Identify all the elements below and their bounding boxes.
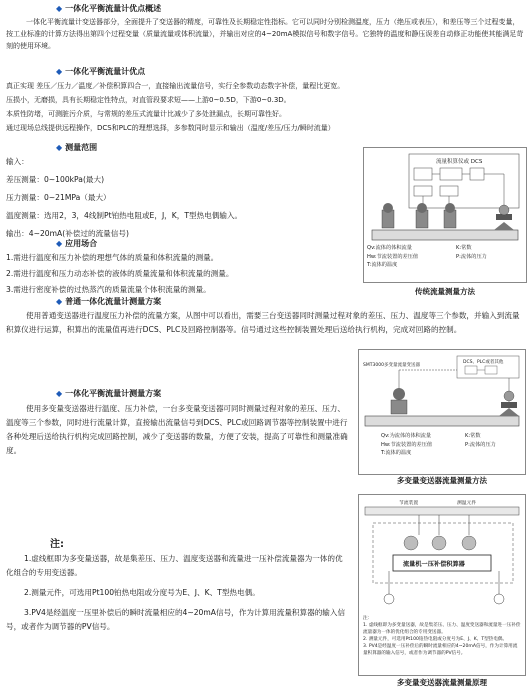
sec2-line: 通过现场总线提供远程操作，DCS和PLC的理想选择，多参数同时显示和输出（温度/差压/压力/瞬时流量） [6,124,335,132]
bullet-icon: ◆ [56,297,63,306]
legend-text: K:常数 [465,433,481,439]
fig1-caption: 传统流量测量方法 [415,287,475,296]
sec5-body: 使用普通变送器进行温度压力补偿的流量方案，从图中可以看出，需要三台变送器同时测量过程对象的差压、压力、温度等三个参数，并输入到流量积算仪进行运算，积算出的流量值再进行DCS、PLC及回路控制器等。信号通过这些控制装置处理后送给执行机构，完成对回路的控制。 [6,311,520,334]
fig2-legend-left [381,432,463,458]
bullet-icon: ◆ [56,4,63,13]
diagram-header-text: 流量积算仪或 DCS [436,159,483,165]
sec2-line: 压损小，无磨损，具有长期稳定性特点，对直管段要求短——上游0~0.5D，下游0~0.3D。 [6,96,291,104]
sec2-title: ◆ 一体化平衡流量计优点 [56,67,146,76]
sec3-line: 压力测量：0~21MPa（最大） [6,193,111,202]
legend-text: Hw:节流装置的差压值 [381,441,433,448]
fig3-footer-line: 1. 虚线框即为多变量送器，故是集差压、压力、温度变送器和流量进一压补偿流量器为一体的优化组合的专用变送器。 [363,623,521,635]
legend-text: P:流体的压力 [465,441,496,448]
fig3-caption: 多变量变送器流量测量原理 [397,678,487,687]
note-item: 1.虚线框即为多变量送器，故是集差压、压力、温度变送器和流量进一压补偿流量器为一体的优化组合的专用变送器。 [6,554,343,577]
fig3-footer-line: 3. PV4是经温度一压补偿后的瞬时流量相应的4~20mA信号，作为计算用流量积算器的输入信号，或者作为调节器的PV信号。 [363,644,518,656]
note-item: 3.PV4是经温度一压里补偿后的瞬时流量相应的4~20mA信号，作为计算用流量积算器的输入信号，或者作为调节器的PV信号。 [6,608,346,631]
bullet-icon: ◆ [56,143,63,152]
fig2-caption: 多变量变送器流量测量方法 [397,476,487,485]
sec3-line: 输入： [6,157,29,166]
legend-text: T:流体的温度 [367,262,398,268]
diagram-label-text: DCS、PLC或者其他 [463,360,504,365]
sec3-line: 输出：4~20mA(补偿过的流量信号) [6,229,129,238]
sec2-line: 本质性防堵，可测脏污介质，与常规的差压式流量计比减少了多处泄漏点，长期可靠性好。 [6,110,286,118]
notes-title: 注: [50,539,64,550]
sec3-line: 温度测量：选用2，3，4线制Pt铂热电阻或E，J，K，T型热电偶输入。 [6,211,243,220]
principle-diagram [359,495,525,613]
legend-text: Qv:流体的体积流量 [367,245,412,251]
sec4-title: ◆ 应用场合 [56,239,98,248]
legend-text: K:常数 [456,245,472,251]
figure-principle [358,494,526,676]
sec6-title: ◆ 一体化平衡流量计测量方案 [56,389,162,398]
sec4-line: 2.需进行温度和压力动态补偿的液体的质量流量和体积流量的测量。 [6,269,234,278]
sec3-body [6,155,351,241]
bullet-icon: ◆ [56,389,63,398]
sec2-body [6,80,524,134]
sec5-title: ◆ 普通一体化流量计测量方案 [56,297,162,306]
bullet-icon: ◆ [56,239,63,248]
diagram-label-text: SMT3000多变量流量变送器 [363,363,420,368]
sec1-body: 一体化平衡流量计变送器部分，全面提升了变送器的精度，可靠性及长期稳定性指标。它可以同时分别检测温度，压力（绝压或表压），和差压等三个过程变量，按工业标准的计算方法得出第四个过程变量（质量流量或体积流量），并输出对应的4~20mA模拟信号和数字信号。它独特的温度和静压误差自动修正功能使其能满足苛刻的使用环境。 [6,18,524,50]
notes-body [6,552,348,634]
sec4-line: 3.需进行密度补偿的过热蒸汽的质量流量个体积流量的测量。 [6,285,211,294]
fig3-footer-title: 注： [363,616,373,621]
diagram-label-text: 节流装置 [399,501,419,506]
sec4-body [6,251,351,297]
sec3-line: 差压测量：0~100kPa(最大) [6,175,105,184]
diagram-label-text: 流量机一压补偿积算器 [403,561,465,568]
legend-text: Hw:节流装置的差压值 [367,253,419,260]
figure-traditional [363,147,527,283]
note-item: 2.测量元件，可选用Pt100铂热电阻或分度号为E、J、K、T型热电偶。 [24,588,260,597]
sec3-title: ◆ 测量范围 [56,143,98,152]
fig1-legend-left [367,244,439,270]
diagram-label-text: 测温元件 [457,501,477,506]
legend-text: T:流体的温度 [381,450,412,456]
legend-text: Qv:为流体的体积流量 [381,433,432,439]
fig3-footer [363,615,521,657]
fig3-footer-line: 2. 测量元件，可选用Pt100铂热电阻或分度号为E、J、K、T型热电偶。 [363,637,508,642]
fig1-legend-right [456,244,524,261]
sec2-line: 真正实现 差压／压力／温度／补偿积算四合一，直接输出流量信号，实行全参数动态数字补偿，量程比更宽。 [6,82,345,90]
bullet-icon: ◆ [56,67,63,76]
legend-text: P:流体的压力 [456,253,487,260]
figure-multivariable [358,349,526,475]
fig2-legend-right [465,432,523,449]
sec6-body: 使用多变量变送器进行温度、压力补偿，一台多变量变送器可同时测量过程对象的差压、压力、温度等三个参数，同时进行流量计算，直接输出流量信号到DCS、PLC或回路调节器等控制装置中进行各种处理后送给执行机构完成回路控制，减少了变送器的数量，方便了安装，提高了可靠性和测量准确度。 [6,404,348,455]
sec1-title: ◆ 一体化平衡流量计优点概述 [56,4,162,13]
sec4-line: 1.需进行温度和压力补偿的理想气体的质量和体积流量的测量。 [6,253,219,262]
